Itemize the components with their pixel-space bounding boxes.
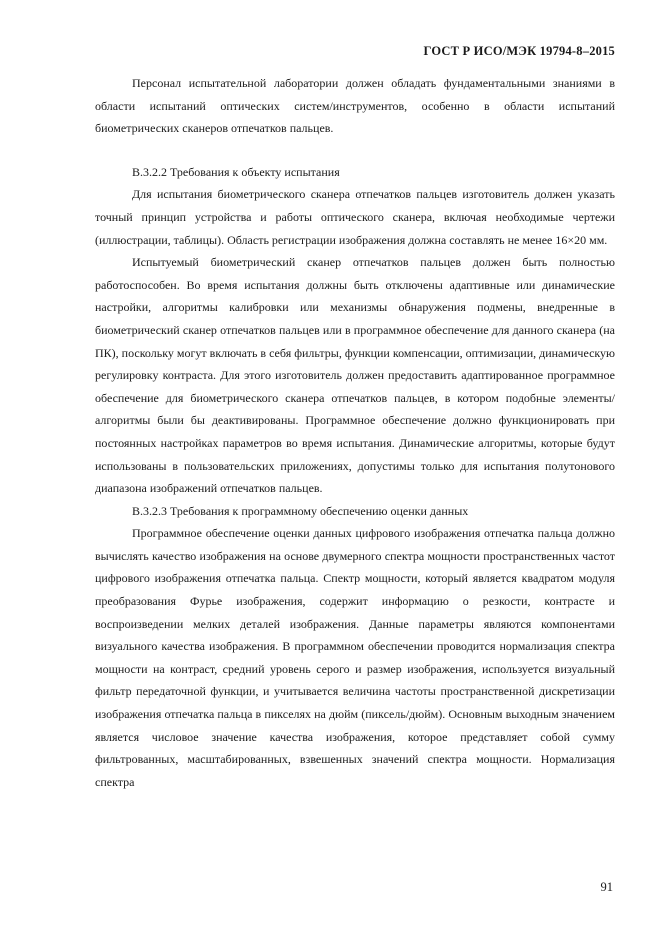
paragraph-manufacturer-requirements: Для испытания биометрического сканера отпечатков пальцев изготовитель должен указать точный принцип устройства и работы оптического сканера, включая необходимые чертежи (иллюстрации, таблицы). Область регистрации изображения должна составлять не менее 16×20 мм. <box>95 187 615 247</box>
paragraph-personnel: Персонал испытательной лаборатории должен обладать фундаментальными знаниями в области испытаний оптических систем/инструментов, особенно в области испытаний биометрических сканеров отпечатков пальцев. <box>95 76 615 136</box>
document-header: ГОСТ Р ИСО/МЭК 19794-8–2015 <box>423 44 615 58</box>
paragraph-evaluation-software: Программное обеспечение оценки данных цифрового изображения отпечатка пальца должно вычислять качество изображения на основе двумерного спектра мощности пространственных частот цифрового изображения отпечатка пальца. Спектр мощности, который является квадратом модуля преобразования Фурье изображения, содержит информацию о резкости, контрасте и воспроизведении мелких деталей изображения. Данные параметры являются компонентами визуального качества изображения. В программном обеспечении проводится нормализация спектра мощности на контраст, средний уровень серого и размер изображения, используется визуальный фильтр передаточной функции, и учитывается величина частоты пространственной дискретизации изображения отпечатка пальца в пикселях на дюйм (пиксель/дюйм). Основным выходным значением является числовое значение качества изображения, которое представляет собой сумму фильтрованных, масштабированных, взвешенных значений спектра мощности. Нормализация спектра <box>95 526 615 789</box>
section-heading-b322: B.3.2.2 Требования к объекту испытания <box>132 164 340 179</box>
section-heading-b323: B.3.2.3 Требования к программному обеспечению оценки данных <box>132 503 469 518</box>
paragraph-scanner-operability: Испытуемый биометрический сканер отпечатков пальцев должен быть полностью работоспособен. Во время испытания должны быть отключены адаптивные или динамические настройки, алгоритмы калибровки или механизмы обнаружения подмены, внедренные в биометрический сканер отпечатков пальцев или в программное обеспечение для данного сканера (на ПК), поскольку могут включать в себя фильтры, функции компенсации, оптимизации, динамическую регулировку контраста. Для этого изготовитель должен предоставить адаптированное программное обеспечение для биометрического сканера отпечатков пальцев, в котором подобные элементы/алгоритмы были бы деактивированы. Программное обеспечение должно функционировать при постоянных настройках параметров во время испытания. Динамические алгоритмы, которые будут использованы в пользовательских приложениях, допустимы только для испытания полутонового диапазона изображений отпечатков пальцев. <box>95 255 616 496</box>
page-number: 91 <box>600 880 613 894</box>
document-body <box>95 72 615 793</box>
